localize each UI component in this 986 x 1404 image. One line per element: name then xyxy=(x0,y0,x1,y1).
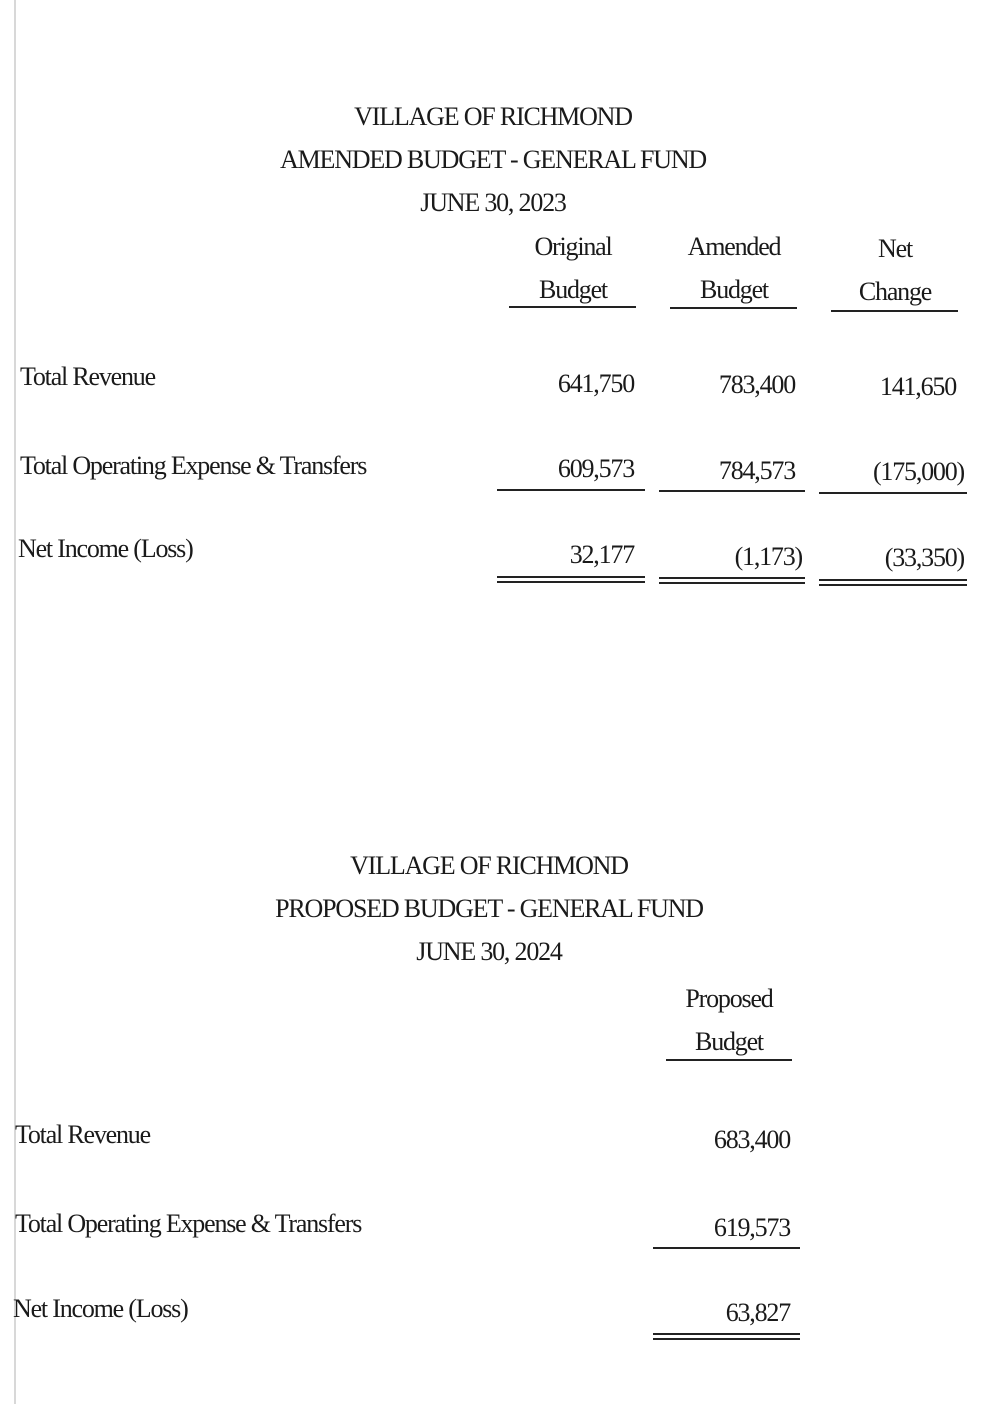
row-value: (33,350) xyxy=(884,543,964,572)
total-double-underline xyxy=(653,1333,800,1340)
title-line: JUNE 30, 2023 xyxy=(420,188,566,217)
row-value: (175,000) xyxy=(872,457,964,486)
row-value: (1,173) xyxy=(734,542,802,571)
row-label: Total Operating Expense & Transfers xyxy=(20,451,367,480)
row-label: Total Revenue xyxy=(15,1120,150,1149)
row-value: 641,750 xyxy=(557,369,634,398)
row-value: 683,400 xyxy=(713,1125,790,1154)
subtotal-underline xyxy=(659,490,805,492)
row-value: 609,573 xyxy=(557,454,634,483)
row-value: 784,573 xyxy=(718,456,795,485)
column-header: Budget xyxy=(539,275,607,304)
subtotal-underline xyxy=(819,492,967,494)
header-underline xyxy=(509,306,636,308)
row-label: Net Income (Loss) xyxy=(13,1294,188,1323)
row-value: 141,650 xyxy=(879,372,956,401)
header-underline xyxy=(831,310,958,312)
column-header: Amended xyxy=(687,232,781,261)
title-line: AMENDED BUDGET - GENERAL FUND xyxy=(280,145,706,174)
row-value: 619,573 xyxy=(713,1213,790,1242)
row-label: Total Revenue xyxy=(20,362,155,391)
column-header: Proposed xyxy=(685,984,773,1013)
title-line: VILLAGE OF RICHMOND xyxy=(350,851,628,880)
column-header: Budget xyxy=(700,275,768,304)
subtotal-underline xyxy=(497,489,645,491)
row-value: 32,177 xyxy=(569,540,634,569)
header-underline xyxy=(666,1059,792,1061)
title-line: JUNE 30, 2024 xyxy=(416,937,562,966)
scan-edge xyxy=(14,0,16,1404)
row-label: Total Operating Expense & Transfers xyxy=(15,1209,362,1238)
header-underline xyxy=(670,307,797,309)
column-header: Original xyxy=(534,232,612,261)
column-header: Net xyxy=(878,234,912,263)
subtotal-underline xyxy=(653,1247,800,1249)
title-line: PROPOSED BUDGET - GENERAL FUND xyxy=(275,894,703,923)
row-value: 63,827 xyxy=(725,1298,790,1327)
row-label: Net Income (Loss) xyxy=(18,534,193,563)
row-value: 783,400 xyxy=(718,370,795,399)
total-double-underline xyxy=(819,579,967,586)
total-double-underline xyxy=(659,577,805,584)
total-double-underline xyxy=(497,576,645,583)
column-header: Change xyxy=(858,277,932,306)
title-line: VILLAGE OF RICHMOND xyxy=(354,102,632,131)
column-header: Budget xyxy=(695,1027,763,1056)
